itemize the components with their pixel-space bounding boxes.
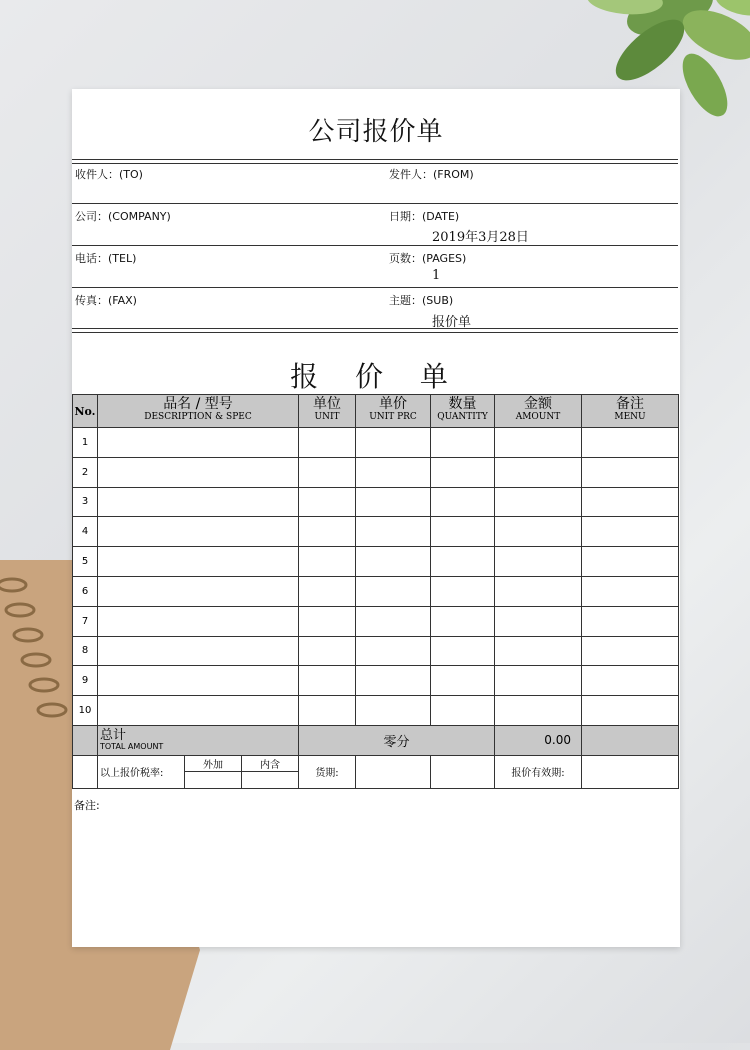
description-cell[interactable] (98, 517, 299, 547)
unit-cell[interactable] (299, 457, 356, 487)
quotation-table (72, 394, 679, 789)
table-row (73, 696, 679, 726)
quantity-cell[interactable] (431, 576, 495, 606)
validity-value[interactable] (582, 755, 679, 788)
table-row (73, 576, 679, 606)
amount-cell[interactable] (495, 576, 582, 606)
row-number: 9 (73, 666, 98, 696)
table-row (73, 547, 679, 577)
unit-price-cell[interactable] (356, 547, 431, 577)
amount-cell[interactable] (495, 428, 582, 458)
quantity-cell[interactable] (431, 606, 495, 636)
unit-price-cell[interactable] (356, 457, 431, 487)
table-row (73, 457, 679, 487)
total-label: 总计 TOTAL AMOUNT (98, 725, 299, 755)
table-row (73, 636, 679, 666)
amount-cell[interactable] (495, 636, 582, 666)
remark-cell[interactable] (582, 428, 679, 458)
unit-price-cell[interactable] (356, 517, 431, 547)
column-header-remark: 备注 MENU (582, 395, 679, 428)
unit-price-cell[interactable] (356, 428, 431, 458)
remark-cell[interactable] (582, 517, 679, 547)
subject-value[interactable]: 报价单 (432, 315, 472, 330)
unit-price-cell[interactable] (356, 576, 431, 606)
row-number: 10 (73, 696, 98, 726)
quotation-sheet (72, 89, 680, 947)
description-cell[interactable] (98, 696, 299, 726)
row-number: 7 (73, 606, 98, 636)
table-row (73, 428, 679, 458)
description-cell[interactable] (98, 547, 299, 577)
remark-cell[interactable] (582, 636, 679, 666)
pages-label: 页数：(PAGES) (389, 252, 467, 265)
unit-price-cell[interactable] (356, 636, 431, 666)
tax-outside-value[interactable] (185, 772, 241, 788)
unit-price-cell[interactable] (356, 487, 431, 517)
validity-label: 报价有效期: (495, 755, 582, 788)
row-number: 6 (73, 576, 98, 606)
company-label: 公司：(COMPANY) (75, 210, 171, 223)
table-row (73, 487, 679, 517)
row-number: 4 (73, 517, 98, 547)
row-number: 1 (73, 428, 98, 458)
total-remark[interactable] (582, 725, 679, 755)
unit-cell[interactable] (299, 606, 356, 636)
tax-cell (98, 755, 299, 788)
divider (72, 287, 678, 288)
delivery-label: 货期: (299, 755, 356, 788)
delivery-extra[interactable] (431, 755, 495, 788)
total-row (73, 725, 679, 755)
remark-cell[interactable] (582, 457, 679, 487)
unit-cell[interactable] (299, 666, 356, 696)
tax-inside-value[interactable] (241, 772, 298, 788)
quantity-cell[interactable] (431, 487, 495, 517)
amount-cell[interactable] (495, 696, 582, 726)
column-header-description: 品名 / 型号 DESCRIPTION & SPEC (98, 395, 299, 428)
divider (72, 203, 678, 204)
amount-cell[interactable] (495, 457, 582, 487)
tel-label: 电话：(TEL) (75, 252, 137, 265)
unit-price-cell[interactable] (356, 666, 431, 696)
quantity-cell[interactable] (431, 517, 495, 547)
subject-label: 主题：(SUB) (389, 294, 454, 307)
terms-row (73, 755, 679, 788)
row-number: 3 (73, 487, 98, 517)
unit-cell[interactable] (299, 487, 356, 517)
document-title: 公司报价单 (308, 117, 444, 147)
column-header-unit-price: 单价 UNIT PRC (356, 395, 431, 428)
amount-cell[interactable] (495, 606, 582, 636)
unit-cell[interactable] (299, 636, 356, 666)
row-number: 2 (73, 457, 98, 487)
delivery-value[interactable] (356, 755, 431, 788)
quantity-cell[interactable] (431, 428, 495, 458)
unit-cell[interactable] (299, 547, 356, 577)
remark-cell[interactable] (582, 666, 679, 696)
terms-spacer (73, 755, 98, 788)
remark-label: 备注: (74, 799, 100, 812)
divider (72, 159, 678, 164)
amount-cell[interactable] (495, 547, 582, 577)
from-label: 发件人：(FROM) (389, 168, 474, 181)
row-number: 5 (73, 547, 98, 577)
description-cell[interactable] (98, 428, 299, 458)
table-row (73, 666, 679, 696)
quantity-cell[interactable] (431, 457, 495, 487)
pages-value[interactable]: 1 (432, 268, 441, 283)
date-value[interactable]: 2019年3月28日 (432, 230, 529, 245)
unit-price-cell[interactable] (356, 696, 431, 726)
tax-label: 以上报价税率: (100, 768, 164, 780)
unit-price-cell[interactable] (356, 606, 431, 636)
remark-cell[interactable] (582, 576, 679, 606)
no-header: No. (73, 395, 98, 428)
remark-cell[interactable] (582, 487, 679, 517)
quantity-cell[interactable] (431, 636, 495, 666)
remark-cell[interactable] (582, 547, 679, 577)
table-row (73, 517, 679, 547)
description-cell[interactable] (98, 666, 299, 696)
unit-cell[interactable] (299, 696, 356, 726)
description-cell[interactable] (98, 487, 299, 517)
total-in-words[interactable]: 零分 (299, 725, 495, 755)
amount-cell[interactable] (495, 517, 582, 547)
quantity-cell[interactable] (431, 666, 495, 696)
unit-cell[interactable] (299, 517, 356, 547)
to-label: 收件人：(TO) (75, 168, 143, 181)
amount-cell[interactable] (495, 487, 582, 517)
amount-cell[interactable] (495, 666, 582, 696)
divider (72, 245, 678, 246)
column-header-amount: 金额 AMOUNT (495, 395, 582, 428)
quantity-cell[interactable] (431, 547, 495, 577)
remark-cell[interactable] (582, 606, 679, 636)
unit-cell[interactable] (299, 576, 356, 606)
column-header-unit: 单位 UNIT (299, 395, 356, 428)
description-cell[interactable] (98, 606, 299, 636)
total-spacer (73, 725, 98, 755)
row-number: 8 (73, 636, 98, 666)
divider (72, 328, 678, 333)
fax-label: 传真：(FAX) (75, 294, 137, 307)
unit-cell[interactable] (299, 428, 356, 458)
quantity-cell[interactable] (431, 696, 495, 726)
tax-inside-label: 内含 (241, 756, 298, 771)
total-amount[interactable]: 0.00 (495, 725, 582, 755)
description-cell[interactable] (98, 457, 299, 487)
description-cell[interactable] (98, 576, 299, 606)
remark-cell[interactable] (582, 696, 679, 726)
tax-outside-label: 外加 (203, 759, 223, 771)
description-cell[interactable] (98, 636, 299, 666)
table-row (73, 606, 679, 636)
section-title: 报 价 单 (290, 360, 462, 393)
date-label: 日期：(DATE) (389, 210, 460, 223)
column-header-quantity: 数量 QUANTITY (431, 395, 495, 428)
